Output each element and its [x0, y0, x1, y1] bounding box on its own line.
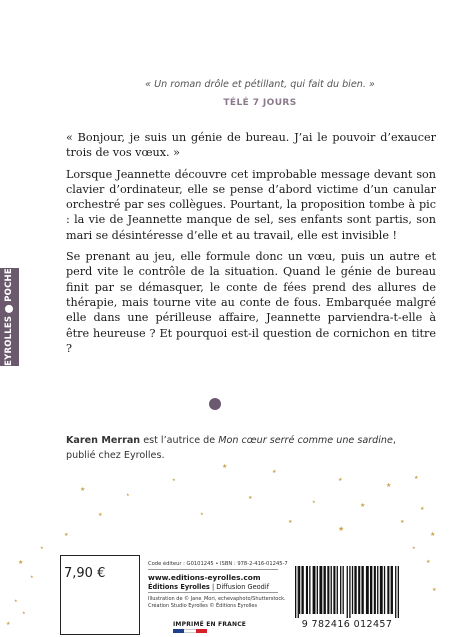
star-icon: ★: [420, 506, 425, 512]
separator-dot-icon: [209, 398, 221, 410]
previous-book-title: Mon cœur serré comme une sardine: [218, 435, 393, 446]
star-icon: ★: [222, 463, 228, 470]
barcode-bar: [298, 566, 299, 618]
barcode-bar: [391, 566, 393, 614]
barcode-bar: [306, 566, 308, 614]
star-icon: ★: [312, 499, 316, 504]
barcode-bar: [395, 566, 396, 618]
barcode-bar: [317, 566, 318, 614]
barcode-bar: [374, 566, 376, 614]
french-flag-icon: [173, 629, 207, 633]
price-box: [60, 555, 140, 635]
barcode-bar: [354, 566, 356, 614]
star-icon: ★: [386, 482, 392, 489]
barcode-bar: [337, 566, 338, 614]
collection-dot-icon: [5, 305, 13, 313]
star-icon: ★: [200, 511, 204, 516]
price: 7,90 €: [64, 566, 106, 581]
star-icon: ★: [172, 477, 176, 482]
barcode-bar: [340, 566, 341, 614]
star-icon: ★: [126, 492, 130, 497]
barcode-bar: [352, 566, 353, 614]
star-icon: ★: [412, 545, 416, 550]
collection-label: [4, 268, 14, 366]
publisher-code-isbn: Code éditeur : G0101245 • ISBN : 978-2-416-01245-7: [148, 561, 288, 567]
star-icon: ★: [6, 621, 11, 627]
barcode-bar: [398, 566, 399, 618]
publisher-separator: |: [209, 583, 217, 591]
press-quote: « Un roman drôle et pétillant, qui fait du bien. »: [145, 79, 375, 90]
star-icon: ★: [288, 519, 293, 525]
star-icon: ★: [272, 469, 277, 475]
star-icon: ★: [14, 598, 18, 603]
illustration-credits: Illustration de © Jane_Mori, echevaphoto/Shutterstock. Création Studio Eyrolles © Éditions Eyrolles: [148, 596, 286, 609]
isbn-barcode-number: 9 782416 012457: [301, 619, 393, 630]
barcode-bar: [327, 566, 329, 614]
barcode-bar: [323, 566, 325, 614]
barcode-bar: [313, 566, 316, 614]
book-summary: [66, 130, 436, 356]
distributor-name: Diffusion Geodif: [216, 583, 270, 591]
author-bio-text: est l’autrice de: [140, 435, 219, 446]
star-icon: ★: [18, 559, 24, 566]
star-icon: ★: [30, 574, 34, 579]
summary-paragraph: « Bonjour, je suis un génie de bureau. J’ai le pouvoir d’exaucer trois de vos vœux. »: [66, 131, 436, 160]
collection-label-right: POCHE: [4, 268, 14, 302]
star-icon: ★: [414, 475, 419, 481]
star-icon: ★: [360, 502, 366, 509]
author-name: Karen Merran: [66, 435, 141, 446]
star-icon: ★: [338, 525, 345, 533]
publisher-line: [148, 583, 269, 591]
barcode-bar: [299, 566, 300, 614]
publisher-website[interactable]: www.editions-eyrolles.com: [148, 573, 261, 582]
barcode-bar: [377, 566, 378, 614]
barcode-bar: [343, 566, 344, 614]
star-icon: ★: [430, 531, 436, 538]
star-icon: ★: [98, 512, 103, 518]
isbn-barcode: [293, 566, 401, 618]
collection-label-left: EYROLLES: [4, 315, 14, 366]
barcode-bar: [295, 566, 296, 618]
star-icon: ★: [338, 477, 343, 483]
summary-paragraph: Se prenant au jeu, elle formule donc un vœu, puis un autre et perd vite le contrôle de la situation. Quand le génie de bureau finit par se démasquer, le conte de fées prend des allures de thérapie, mais tourne vite au conte de fous. Embarquée malgré elle dans une périlleuse affaire, Jeannette parviendra-t-elle à être heureuse ? Et pourquoi est-il question de cornichon en titre ?: [66, 250, 436, 355]
divider: [148, 569, 278, 570]
press-quote-source: TÉLÉ 7 JOURS: [223, 98, 297, 108]
star-icon: ★: [22, 610, 26, 615]
barcode-bar: [384, 566, 385, 614]
star-icon: ★: [40, 545, 44, 550]
barcode-bar: [309, 566, 310, 614]
star-icon: ★: [80, 486, 86, 493]
barcode-bar: [347, 566, 348, 618]
barcode-bar: [387, 566, 389, 614]
barcode-bar: [380, 566, 383, 614]
star-icon: ★: [432, 587, 437, 593]
barcode-bar: [301, 566, 303, 614]
publisher-name: Éditions Eyrolles: [148, 583, 210, 591]
star-icon: ★: [400, 519, 405, 525]
barcode-bar: [333, 566, 335, 614]
star-icon: ★: [426, 559, 431, 565]
author-bio-text-end: , publié chez Eyrolles.: [66, 435, 396, 461]
barcode-bar: [349, 566, 350, 618]
star-icon: ★: [248, 495, 253, 501]
barcode-bar: [319, 566, 322, 614]
author-bio: [66, 434, 396, 463]
barcode-bar: [361, 566, 363, 614]
barcode-bar: [366, 566, 369, 614]
barcode-bar: [358, 566, 360, 614]
printed-in-france-label: IMPRIMÉ EN FRANCE: [173, 621, 247, 628]
barcode-bar: [331, 566, 332, 614]
barcode-bar: [370, 566, 372, 614]
divider: [148, 592, 278, 593]
summary-paragraph: Lorsque Jeannette découvre cet improbable message devant son clavier d’ordinateur, elle se pense d’abord victime d’un canular orchestré par ses collègues. Pourtant, la proposition tombe à pic : la vie de Jeannette manque de sel, ses enfants sont partis, son mari se désintéresse d’elle et au travail, elle est invisible !: [66, 167, 436, 242]
star-icon: ★: [64, 532, 69, 538]
